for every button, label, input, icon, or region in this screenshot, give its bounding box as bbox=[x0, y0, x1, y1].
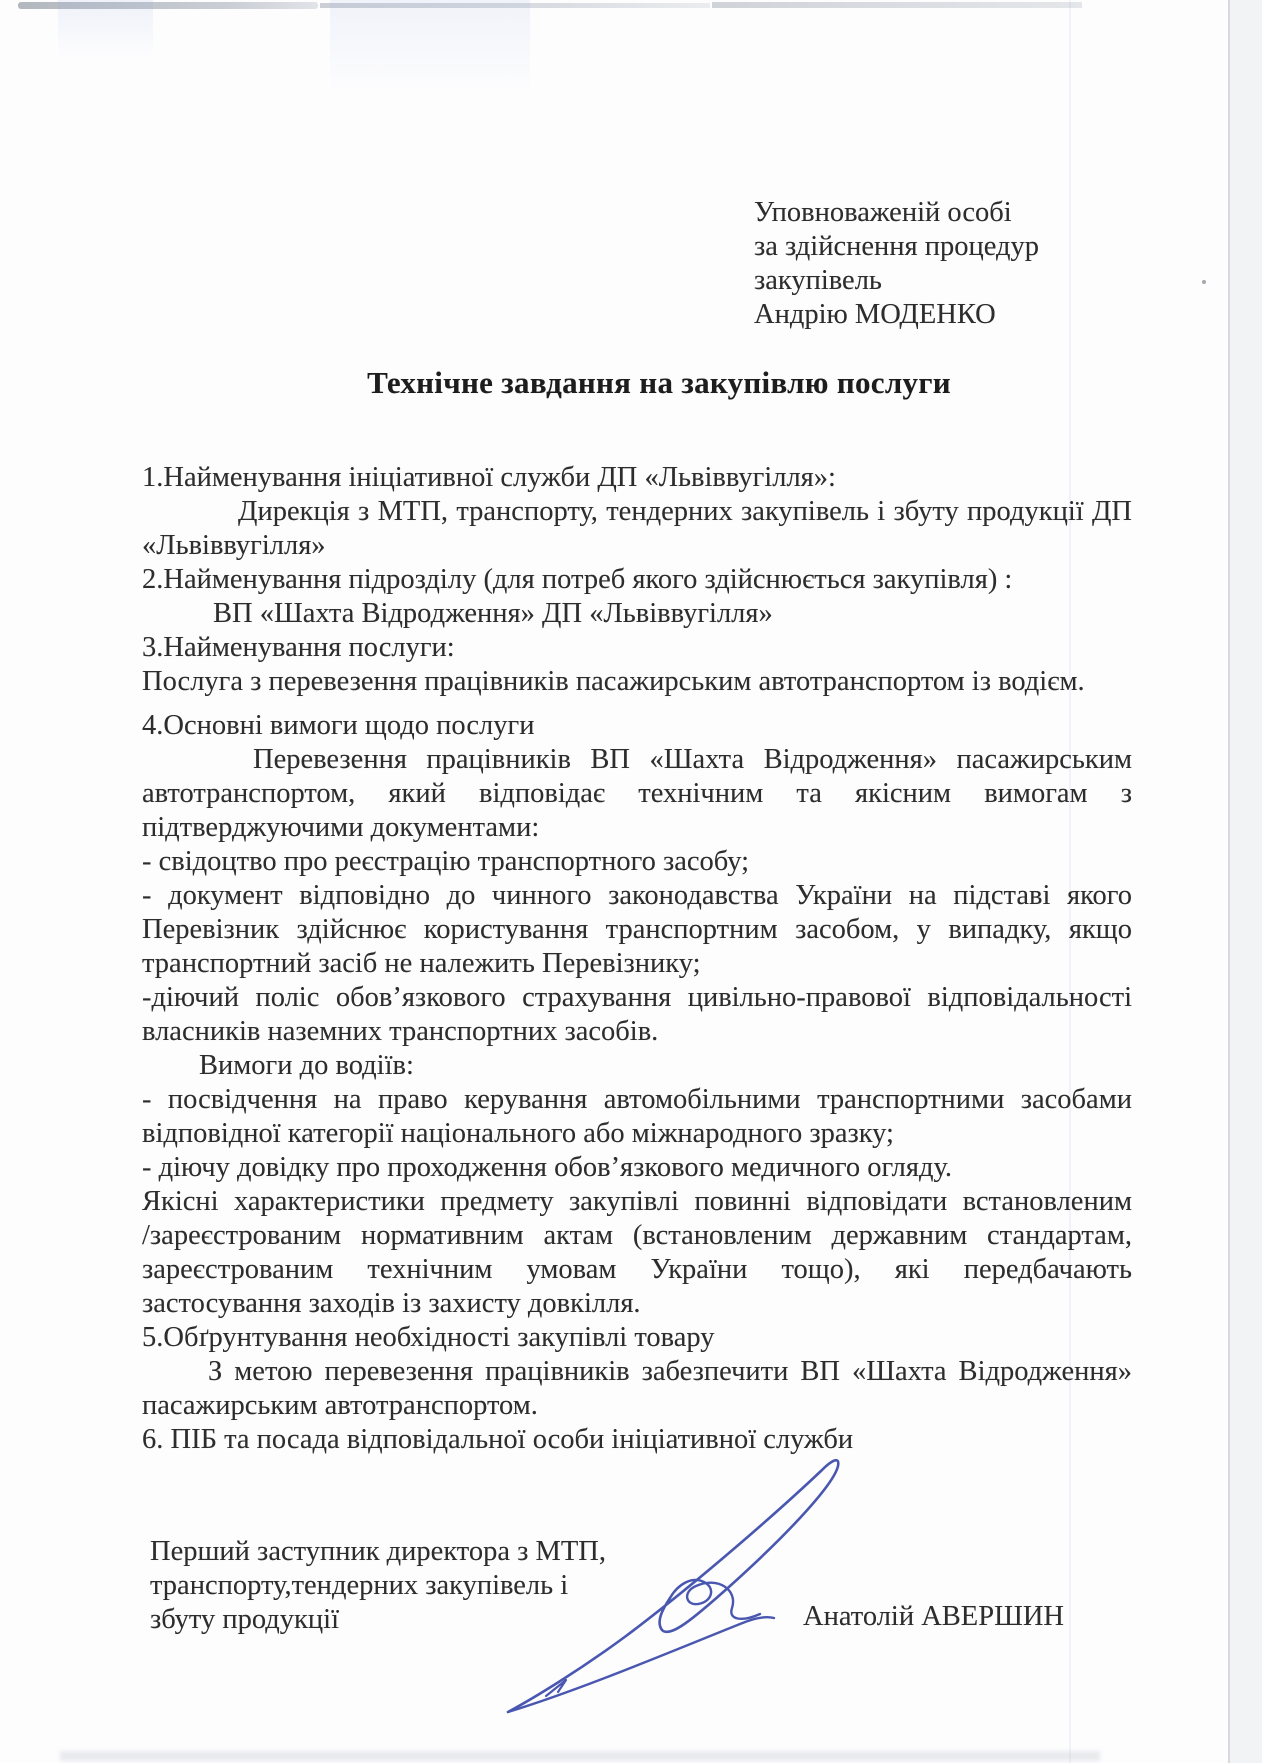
scan-streak-artifact bbox=[330, 0, 530, 92]
page-edge-line bbox=[1228, 0, 1230, 1763]
scan-speck-artifact bbox=[1202, 280, 1206, 284]
body-line: 4.Основні вимоги щодо послуги bbox=[142, 710, 535, 741]
body-line: Перевізник здійснює користування транспортним засобом, у випадку, якщо bbox=[142, 914, 1132, 945]
signature-stroke bbox=[508, 1460, 838, 1712]
body-line: власників наземних транспортних засобів. bbox=[142, 1016, 659, 1047]
body-line: зареєстрованим технічним умовам України тощо), які передбачають bbox=[142, 1254, 1132, 1285]
body-line: 5.Обґрунтування необхідності закупівлі товару bbox=[142, 1322, 715, 1353]
signer-position-line: транспорту,тендерних закупівель і bbox=[150, 1570, 569, 1601]
body-line: Дирекція з МТП, транспорту, тендерних закупівель і збуту продукції ДП bbox=[238, 496, 1132, 527]
scan-bottom-edge-artifact bbox=[60, 1751, 1100, 1761]
scan-streak-artifact bbox=[58, 0, 153, 58]
body-line: відповідної категорії національного або міжнародного зразку; bbox=[142, 1118, 894, 1149]
body-line: застосування заходів із захисту довкілля. bbox=[142, 1288, 641, 1319]
body-line: - свідоцтво про реєстрацію транспортного засобу; bbox=[142, 846, 749, 877]
addressee-line: за здійснення процедур bbox=[754, 231, 1040, 262]
body-line: Послуга з перевезення працівників пасажирським автотранспортом із водієм. bbox=[142, 666, 1085, 697]
addressee-line: Уповноваженій особі bbox=[754, 197, 1012, 228]
document-body bbox=[142, 461, 1132, 1457]
body-line: ВП «Шахта Відродження» ДП «Львіввугілля» bbox=[213, 598, 773, 629]
handwritten-signature bbox=[430, 1440, 870, 1740]
signature-stroke bbox=[508, 1617, 774, 1712]
body-line: пасажирським автотранспортом. bbox=[142, 1390, 538, 1421]
body-line: 3.Найменування послуги: bbox=[142, 632, 455, 663]
body-line: 1.Найменування ініціативної служби ДП «Львіввугілля»: bbox=[142, 462, 836, 493]
body-line: З метою перевезення працівників забезпечити ВП «Шахта Відродження» bbox=[208, 1356, 1132, 1387]
body-line: «Львіввугілля» bbox=[142, 530, 326, 561]
signer-position-line: Перший заступник директора з МТП, bbox=[150, 1536, 606, 1567]
body-line: - документ відповідно до чинного законодавства України на підставі якого bbox=[142, 880, 1132, 911]
body-line: 2.Найменування підрозділу (для потреб якого здійснюється закупівля) : bbox=[142, 564, 1013, 595]
body-line: підтверджуючими документами: bbox=[142, 812, 540, 843]
body-line: транспортний засіб не належить Перевізнику; bbox=[142, 948, 701, 979]
body-line: - посвідчення на право керування автомобільними транспортними засобами bbox=[142, 1084, 1132, 1115]
body-line: -діючий поліс обов’язкового страхування цивільно-правової відповідальності bbox=[142, 982, 1132, 1013]
addressee-name: Андрію МОДЕНКО bbox=[754, 299, 996, 330]
body-line: Якісні характеристики предмету закупівлі повинні відповідати встановленим bbox=[142, 1186, 1132, 1217]
body-line: Вимоги до водіїв: bbox=[199, 1050, 414, 1081]
addressee-line: закупівель bbox=[754, 265, 882, 296]
signer-position-line: збуту продукції bbox=[150, 1604, 339, 1635]
signer-name: Анатолій АВЕРШИН bbox=[803, 1601, 1064, 1632]
page-edge-shade bbox=[1230, 0, 1262, 1763]
body-line: /зареєстрованим нормативним актам (встановленим державним стандартам, bbox=[142, 1220, 1132, 1251]
addressee-block bbox=[754, 196, 1074, 332]
body-line: - діючу довідку про проходження обов’язкового медичного огляду. bbox=[142, 1152, 953, 1183]
body-line: 6. ПІБ та посада відповідальної особи ініціативної служби bbox=[142, 1424, 854, 1455]
body-line: автотранспортом, який відповідає технічним та якісним вимогам з bbox=[142, 778, 1132, 809]
document-title: Технічне завдання на закупівлю послуги bbox=[367, 365, 951, 400]
body-line: Перевезення працівників ВП «Шахта Відродження» пасажирським bbox=[253, 744, 1132, 775]
scan-top-edge-artifact bbox=[712, 2, 1082, 8]
